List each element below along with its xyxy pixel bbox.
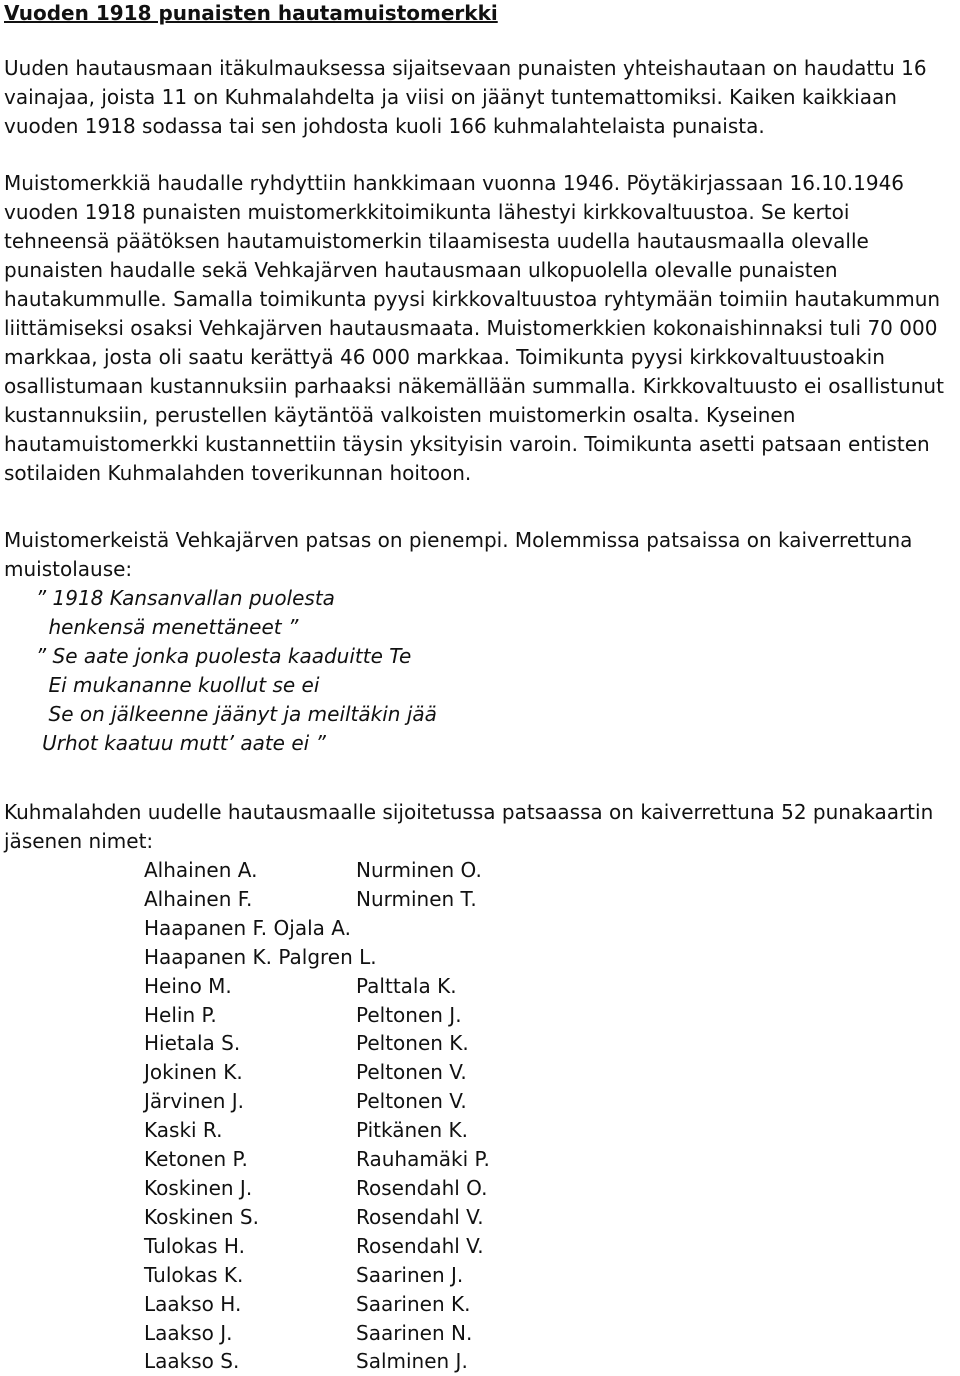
- name-left: Hietala S.: [144, 1031, 241, 1056]
- name-right: Rosendahl O.: [356, 1175, 488, 1200]
- name-row: [144, 1261, 956, 1290]
- inscription-line: Ei mukananne kuollut se ei: [4, 673, 320, 697]
- name-left: Laakso H.: [144, 1291, 242, 1316]
- name-row: [144, 885, 956, 914]
- name-left: Heino M.: [144, 973, 232, 998]
- inscription-line: Se on jälkeenne jäänyt ja meiltäkin jää: [4, 702, 437, 726]
- name-right: Peltonen J.: [356, 1002, 462, 1027]
- name-right: Saarinen J.: [356, 1262, 464, 1287]
- name-right: Peltonen K.: [356, 1031, 469, 1056]
- name-row: [144, 1174, 956, 1203]
- name-left: Haapanen F. Ojala A.: [144, 915, 351, 940]
- name-row: [144, 1290, 956, 1319]
- name-row: [144, 1319, 956, 1348]
- name-row: [144, 1347, 956, 1376]
- inscription-line: ” 1918 Kansanvallan puolesta: [4, 586, 335, 610]
- inscription-intro-paragraph: Muistomerkeistä Vehkajärven patsas on pienempi. Molemmissa patsaissa on kaiverrettuna muistolause:: [4, 528, 913, 581]
- name-right: Rosendahl V.: [356, 1233, 484, 1258]
- name-row: [144, 1232, 956, 1261]
- name-row: [144, 972, 956, 1001]
- name-right: Peltonen V.: [356, 1060, 467, 1085]
- name-left: Ketonen P.: [144, 1147, 248, 1172]
- name-list: [144, 856, 956, 1376]
- name-row: [144, 943, 956, 972]
- name-right: Nurminen T.: [356, 886, 477, 911]
- name-row: [144, 1029, 956, 1058]
- document-title: Vuoden 1918 punaisten hautamuistomerkki: [4, 1, 498, 25]
- name-right: Saarinen N.: [356, 1320, 473, 1345]
- name-left: Tulokas H.: [144, 1233, 245, 1258]
- inscription-line: henkensä menettäneet ”: [4, 615, 299, 639]
- name-left: Alhainen A.: [144, 858, 258, 882]
- name-right: Peltonen V.: [356, 1089, 467, 1114]
- history-paragraph: Muistomerkkiä haudalle ryhdyttiin hankkimaan vuonna 1946. Pöytäkirjassaan 16.10.1946 vuoden 1918 punaisten muistomerkkitoimikunta lähestyi kirkkovaltuustoa. Se kertoi tehneensä päätöksen hautamuistomerkin tilaamisesta uudella hautausmaalla olevalle punaisten haudalle sekä Vehkajärven hautausmaan ulkopuolella olevalle punaisten hautakummulle. Samalla toimikunta pyysi kirkkovaltuustoa ryhtymään toimiin hautakummun liittämiseksi osaksi Vehkajärven hautausmaata. Muistomerkkien kokonaishinnaksi tuli 70 000 markkaa, josta oli saatu kerättyä 46 000 markkaa. Toimikunta pyysi kirkkovaltuustoakin osallistumaan kustannuksiin parhaaksi näkemällään summalla. Kirkkovaltuusto ei osallistunut kustannuksiin, perustellen käytäntöä valkoisten muistomerkin osalta. Kyseinen hautamuistomerkki kustannettiin täysin yksityisin varoin. Toimikunta asetti patsaan entisten sotilaiden Kuhmalahden toverikunnan hoitoon.: [4, 171, 944, 485]
- intro-paragraph: Uuden hautausmaan itäkulmauksessa sijaitsevaan punaisten yhteishautaan on haudattu 16 vainajaa, joista 11 on Kuhmalahdelta ja viisi on jäänyt tuntemattomiksi. Kaiken kaikkiaan vuoden 1918 sodassa tai sen johdosta kuoli 166 kuhmalahtelaista punaista.: [4, 56, 927, 138]
- document-page: [4, 0, 956, 1376]
- name-row: [144, 1116, 956, 1145]
- name-row: [144, 1001, 956, 1030]
- name-left: Jokinen K.: [144, 1060, 243, 1085]
- name-left: Helin P.: [144, 1002, 217, 1027]
- name-left: Kaski R.: [144, 1118, 223, 1143]
- name-left: Koskinen J.: [144, 1175, 253, 1200]
- name-left: Haapanen K. Palgren L.: [144, 944, 377, 969]
- name-right: Rosendahl V.: [356, 1204, 484, 1229]
- name-left: Järvinen J.: [144, 1089, 245, 1114]
- name-row: [144, 1145, 956, 1174]
- name-right: Palttala K.: [356, 973, 457, 998]
- name-right: Saarinen K.: [356, 1291, 471, 1316]
- inscription-line: ” Se aate jonka puolesta kaaduitte Te: [4, 644, 412, 668]
- name-row: [144, 856, 956, 885]
- name-right: Nurminen O.: [356, 858, 482, 882]
- name-row: [144, 914, 956, 943]
- inscription-line: Urhot kaatuu mutt’ aate ei ”: [4, 731, 326, 755]
- name-left: Tulokas K.: [144, 1262, 244, 1287]
- names-intro-paragraph: Kuhmalahden uudelle hautausmaalle sijoitetussa patsaassa on kaiverrettuna 52 punakaartin jäsenen nimet:: [4, 800, 934, 853]
- name-right: Rauhamäki P.: [356, 1147, 490, 1172]
- name-left: Alhainen F.: [144, 886, 253, 911]
- name-right: Pitkänen K.: [356, 1118, 468, 1143]
- memorial-inscription: [4, 584, 956, 758]
- name-right: Salminen J.: [356, 1349, 468, 1374]
- name-left: Laakso J.: [144, 1320, 233, 1345]
- name-row: [144, 1087, 956, 1116]
- name-row: [144, 1203, 956, 1232]
- name-left: Laakso S.: [144, 1349, 240, 1374]
- name-row: [144, 1058, 956, 1087]
- name-left: Koskinen S.: [144, 1204, 259, 1229]
